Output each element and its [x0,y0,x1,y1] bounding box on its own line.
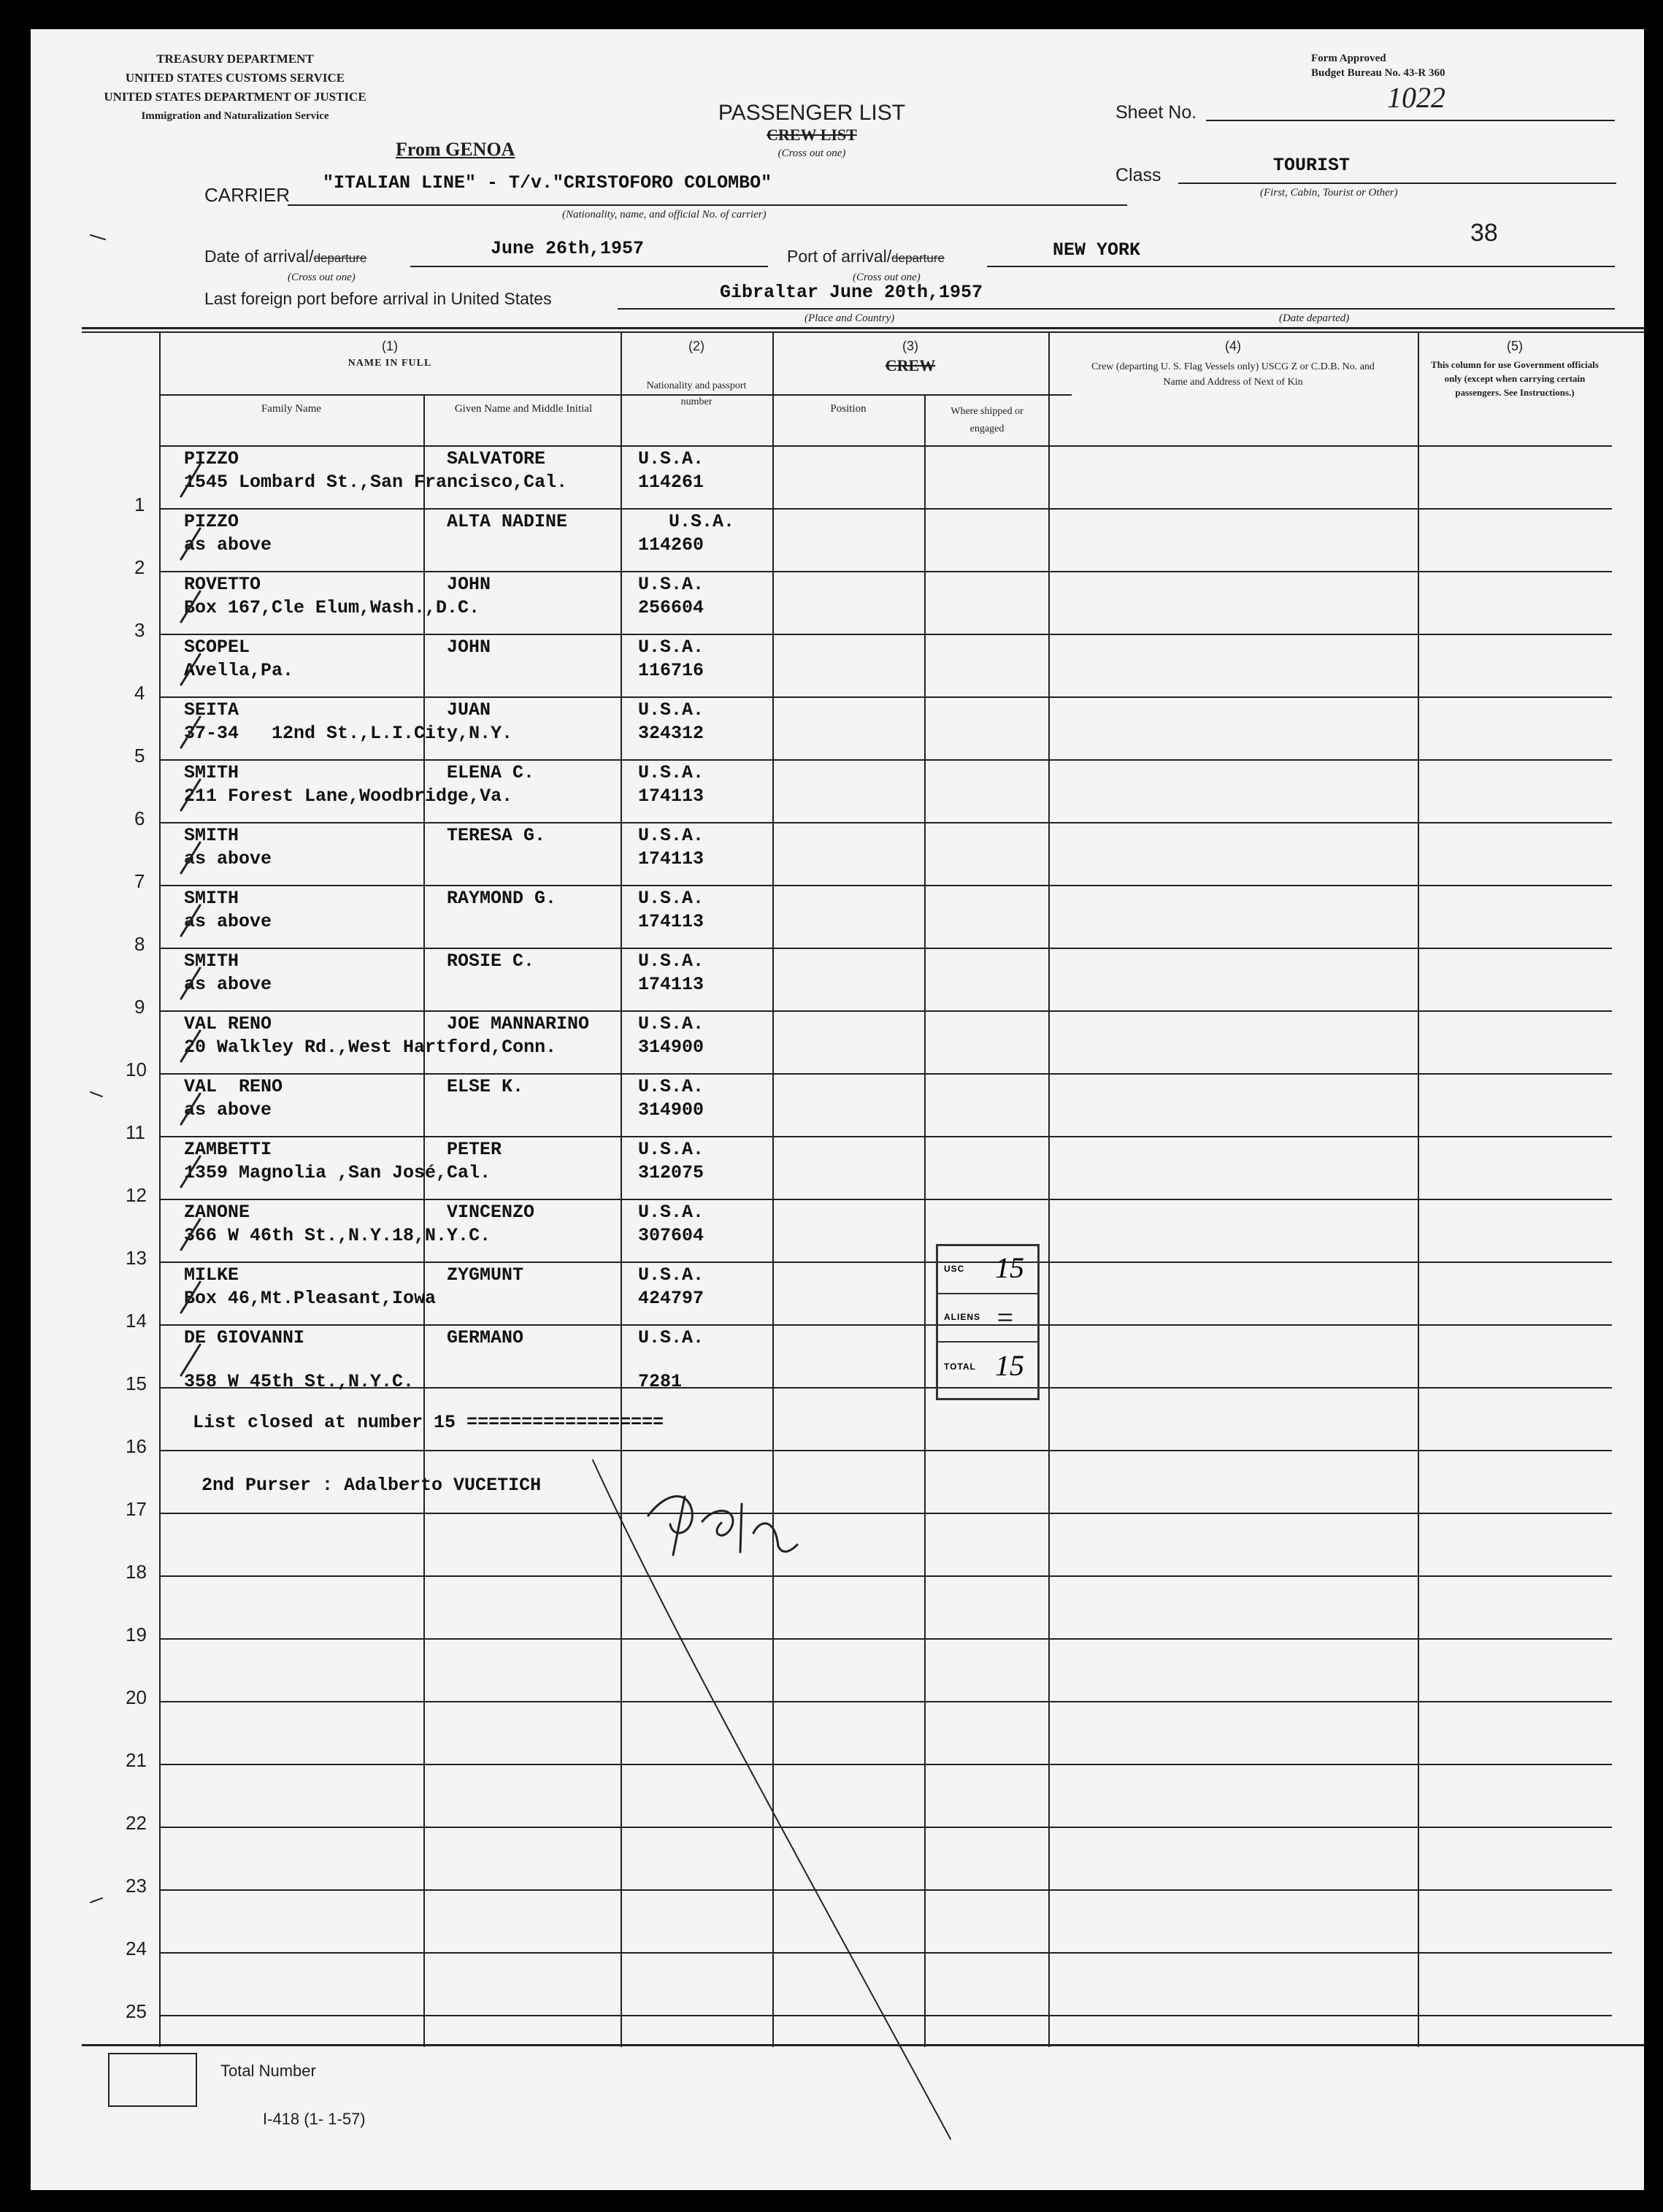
given-name: SALVATORE [447,448,546,469]
last-port-place-note: (Place and Country) [804,312,895,324]
nationality: U.S.A. [669,511,735,532]
row-number: 15 [126,1372,147,1394]
address: as above [184,911,272,932]
address: Box 167,Cle Elum,Wash.,D.C. [184,597,480,618]
nationality: U.S.A. [638,1013,704,1034]
nationality: U.S.A. [638,951,704,972]
address: Avella,Pa. [184,660,294,681]
arrival-port-note: (Cross out one) [853,272,921,283]
address: 37-34 12nd St.,L.I.City,N.Y. [184,723,513,744]
family-name: SEITA [184,699,239,721]
purser-signature [648,1497,797,1555]
row-number: 14 [126,1310,147,1332]
given-name: GERMANO [447,1327,524,1348]
stamp-total-value: 15 [995,1349,1024,1382]
row-number: 3 [134,619,145,641]
given-name: ELENA C. [447,762,535,783]
nationality: U.S.A. [638,1076,704,1097]
given-name: ROSIE C. [447,951,535,972]
family-name: VAL RENO [184,1076,283,1097]
family-name: SCOPEL [184,637,250,658]
family-name-header: Family Name [261,403,322,415]
row-number: 7 [134,870,145,892]
row-number: 24 [126,1938,147,1959]
stamp-total-label: TOTAL [944,1362,976,1372]
address: as above [184,534,272,556]
col2-number: (2) [688,339,704,353]
row-number: 22 [126,1812,147,1834]
row-number: 20 [126,1686,147,1708]
agency-line: UNITED STATES CUSTOMS SERVICE [125,71,345,85]
purser-line: 2nd Purser : Adalberto VUCETICH [201,1475,542,1496]
address: as above [184,1099,272,1121]
nationality: U.S.A. [638,637,704,658]
class-label: Class [1115,165,1161,185]
diagonal-stroke [593,1460,950,2139]
given-name-header: Given Name and Middle Initial [454,403,593,415]
last-port-value: Gibraltar June 20th,1957 [720,282,983,303]
family-name: SMITH [184,762,239,783]
row-number: 6 [134,807,145,829]
col5-header: This column for use Government officials only (except when carrying certain passengers. See Instructions.) [1431,359,1599,398]
col1-number: (1) [382,339,398,353]
row-number: 13 [126,1247,147,1269]
row-number: 19 [126,1624,147,1645]
given-name: RAYMOND G. [447,888,557,909]
position-header: Position [830,403,867,415]
arrival-date-note: (Cross out one) [288,272,356,283]
row-number: 17 [126,1498,147,1520]
address: 358 W 45th St.,N.Y.C. [184,1371,415,1392]
col3-crew-struck: CREW [885,356,936,375]
carrier-label: CARRIER [204,184,291,206]
agency-line: Immigration and Naturalization Service [141,110,329,122]
departure-struck: departure [891,251,945,265]
nationality: U.S.A. [638,574,704,595]
given-name: ELSE K. [447,1076,524,1097]
given-name: TERESA G. [447,825,546,846]
family-name: ZANONE [184,1202,250,1223]
row-number: 11 [126,1121,145,1143]
col5-number: (5) [1507,339,1523,353]
class-note: (First, Cabin, Tourist or Other) [1260,187,1398,199]
nationality: U.S.A. [638,699,704,721]
address: 366 W 46th St.,N.Y.18,N.Y.C. [184,1225,491,1246]
family-name: PIZZO [184,511,239,532]
family-name: SMITH [184,825,239,846]
col2-header: Nationality and passport number [646,380,747,407]
where-shipped-header: Where shipped or engaged [950,406,1023,434]
agency-line: UNITED STATES DEPARTMENT OF JUSTICE [104,90,366,104]
address: 1545 Lombard St.,San Francisco,Cal. [184,472,568,493]
passport-number: 174113 [638,974,704,995]
row-number: 8 [134,933,145,955]
carrier-value: "ITALIAN LINE" - T/v."CRISTOFORO COLOMBO" [323,172,772,193]
stamp-aliens-value: = [995,1301,1015,1334]
row-number: 2 [134,556,145,578]
row-number: 18 [126,1561,147,1583]
family-name: PIZZO [184,448,239,469]
col3-number: (3) [902,339,918,353]
passport-number: 324312 [638,723,704,744]
agency-line: TREASURY DEPARTMENT [156,52,314,66]
family-name: VAL RENO [184,1013,272,1034]
row-number: 1 [134,494,145,515]
nationality: U.S.A. [638,1202,704,1223]
arrival-port-label: Port of arrival/departure [787,247,945,266]
from-port: From GENOA [396,139,515,160]
nationality: U.S.A. [638,1264,704,1286]
sheet-no-value: 1022 [1387,81,1445,114]
row-number: 21 [126,1749,147,1771]
given-name: JOHN [447,637,491,658]
address: 211 Forest Lane,Woodbridge,Va. [184,786,513,807]
given-name: JUAN [447,699,491,721]
form-approved [1311,51,1445,80]
carrier-note: (Nationality, name, and official No. of carrier) [562,209,767,220]
total-number-label: Total Number [220,2062,316,2080]
stamp-aliens-label: ALIENS [944,1312,981,1322]
crew-list-struck: CREW LIST [767,126,857,144]
row-number: 25 [126,2000,147,2022]
address: as above [184,848,272,869]
family-name: SMITH [184,951,239,972]
sheet-no-label: Sheet No. [1115,102,1197,123]
family-name: ZAMBETTI [184,1139,272,1160]
passport-number: 7281 [638,1371,683,1392]
given-name: JOHN [447,574,491,595]
nationality: U.S.A. [638,825,704,846]
given-name: PETER [447,1139,502,1160]
agency-block [31,50,439,126]
nationality: U.S.A. [638,1139,704,1160]
family-name: SMITH [184,888,239,909]
nationality: U.S.A. [638,448,704,469]
passport-number: 114261 [638,472,704,493]
form-approved-line: Budget Bureau No. 43-R 360 [1311,67,1445,79]
arrival-date-label: Date of arrival/departure [204,247,367,266]
row-number: 4 [134,682,145,704]
row-number: 9 [134,996,145,1018]
passport-number: 174113 [638,786,704,807]
family-name: MILKE [184,1264,239,1286]
passenger-list-sheet [31,29,1644,2190]
cross-out-note: (Cross out one) [777,147,846,159]
family-name: ROVETTO [184,574,261,595]
page-number: 38 [1470,219,1498,247]
arrival-port-value: NEW YORK [1053,239,1141,261]
arrival-date-value: June 26th,1957 [491,238,645,259]
tally-stamp [936,1244,1040,1400]
given-name: ZYGMUNT [447,1264,524,1286]
class-value: TOURIST [1273,155,1351,176]
given-name: VINCENZO [447,1202,535,1223]
col1-header: NAME IN FULL [347,358,432,369]
passport-number: 174113 [638,911,704,932]
passport-number: 424797 [638,1288,704,1309]
row-number: 16 [126,1435,147,1457]
passport-number: 256604 [638,597,704,618]
departure-struck: departure [313,251,367,265]
passport-number: 116716 [638,660,704,681]
passport-number: 314900 [638,1037,704,1058]
nationality: U.S.A. [638,1327,704,1348]
address: Box 46,Mt.Pleasant,Iowa [184,1288,437,1309]
address: 1359 Magnolia ,San José,Cal. [184,1162,491,1183]
family-name: DE GIOVANNI [184,1327,305,1348]
address: 20 Walkley Rd.,West Hartford,Conn. [184,1037,557,1058]
row-number: 23 [126,1875,147,1897]
last-port-date-note: (Date departed) [1279,312,1350,324]
form-approved-line: Form Approved [1311,53,1386,64]
row-number: 12 [126,1184,147,1206]
passport-number: 314900 [638,1099,704,1121]
row-number: 5 [134,745,145,767]
stamp-usc-label: USC [944,1264,965,1274]
given-name: ALTA NADINE [447,511,568,532]
form-title: PASSENGER LIST [718,101,906,125]
address: as above [184,974,272,995]
given-name: JOE MANNARINO [447,1013,590,1034]
col4-number: (4) [1225,339,1241,353]
last-port-label: Last foreign port before arrival in United States [204,289,552,308]
row-number: 10 [126,1059,147,1080]
passport-number: 312075 [638,1162,704,1183]
nationality: U.S.A. [638,762,704,783]
col4-header: Crew (departing U. S. Flag Vessels only) USCG Z or C.D.B. No. and Name and Address of Next of Kin [1091,361,1375,388]
nationality: U.S.A. [638,888,704,909]
passport-number: 174113 [638,848,704,869]
total-number-box [108,2053,197,2107]
passport-number: 114260 [638,534,704,556]
list-closed-line: List closed at number 15 ================== [193,1412,664,1433]
passport-number: 307604 [638,1225,704,1246]
form-code: I-418 (1- 1-57) [263,2110,366,2128]
stamp-usc-value: 15 [995,1251,1024,1284]
